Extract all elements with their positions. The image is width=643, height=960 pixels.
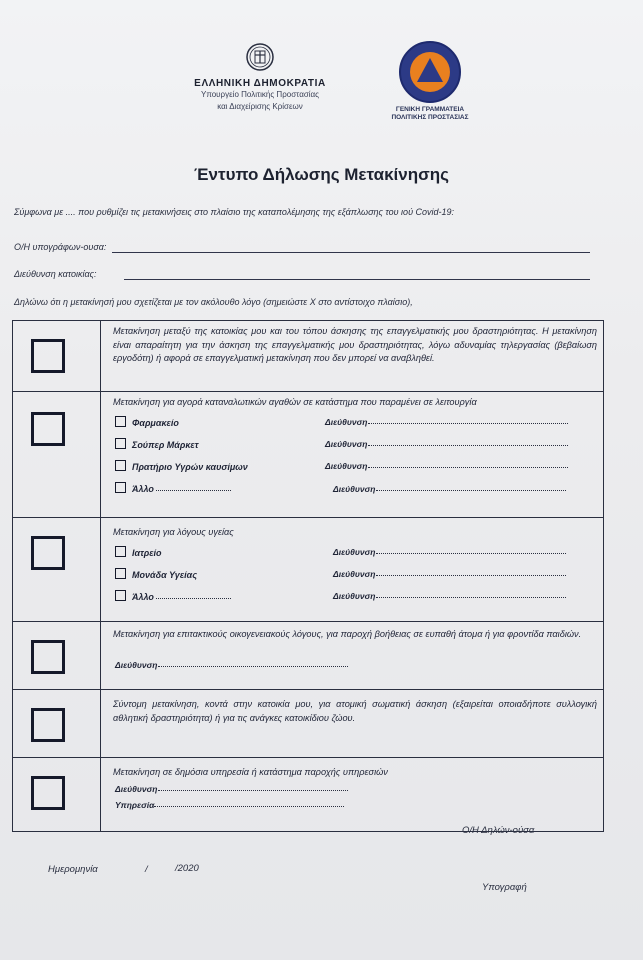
- signer-field[interactable]: [112, 252, 590, 253]
- option-supermarket-address[interactable]: Διεύθυνση: [325, 439, 568, 449]
- header-left: [160, 42, 360, 113]
- option-checkbox[interactable]: [115, 568, 126, 579]
- option-checkbox[interactable]: [115, 546, 126, 557]
- other-dotted-line[interactable]: [156, 598, 231, 599]
- address-field[interactable]: [124, 279, 590, 280]
- option-checkbox[interactable]: [115, 460, 126, 471]
- secretariat-line-2: ΠΟΛΙΤΙΚΗΣ ΠΡΟΣΤΑΣΙΑΣ: [391, 114, 469, 121]
- address-dotted-line[interactable]: [376, 575, 566, 576]
- reason-5-checkbox[interactable]: [31, 708, 65, 742]
- address-dotted-line[interactable]: [376, 490, 566, 491]
- address-label: Διεύθυνση κατοικίας:: [14, 269, 97, 279]
- header-right: [378, 40, 482, 122]
- reason-3-checkbox[interactable]: [31, 536, 65, 570]
- option-other[interactable]: Άλλο: [115, 482, 231, 494]
- reason-4-text: Μετακίνηση για επιτακτικούς οικογενειακούς λόγους, για παροχή βοήθειας σε ευπαθή άτομα ή για φροντίδα παιδιών.: [113, 629, 582, 639]
- republic-title: ΕΛΛΗΝΙΚΗ ΔΗΜΟΚΡΑΤΙΑ: [194, 78, 326, 89]
- other-dotted-line[interactable]: [156, 490, 231, 491]
- ministry-line-2: και Διαχείρισης Κρίσεων: [217, 102, 303, 111]
- option-pharmacy[interactable]: Φαρμακείο: [115, 416, 179, 428]
- date-separator: /: [145, 864, 148, 875]
- document-title: Έντυπο Δήλωσης Μετακίνησης: [194, 165, 449, 184]
- address-dotted-line[interactable]: [158, 790, 348, 791]
- option-fuel-station-address[interactable]: Διεύθυνση: [325, 461, 568, 471]
- option-health-other[interactable]: Άλλο: [115, 590, 231, 602]
- declaration-text: Δηλώνω ότι η μετακίνησή μου σχετίζεται με τον ακόλουθο λόγο (σημειώστε Χ στο αντίστοιχο πλαίσιο),: [14, 297, 413, 307]
- reason-row-6: [13, 757, 603, 832]
- reason-row-3: [13, 517, 603, 622]
- reason-2-checkbox[interactable]: [31, 412, 65, 446]
- option-doctor-address[interactable]: Διεύθυνση: [333, 547, 566, 557]
- reason-6-checkbox[interactable]: [31, 776, 65, 810]
- reason-row-2: [13, 391, 603, 518]
- reason-4-checkbox[interactable]: [31, 640, 65, 674]
- reason-2-text: Μετακίνηση για αγορά καταναλωτικών αγαθών σε κατάστημα που παραμένει σε λειτουργία: [113, 397, 477, 407]
- reason-6-address[interactable]: Διεύθυνση: [115, 784, 348, 794]
- option-doctor[interactable]: Ιατρείο: [115, 546, 162, 558]
- option-fuel-station[interactable]: Πρατήριο Υγρών καυσίμων: [115, 460, 248, 472]
- address-dotted-line[interactable]: [158, 666, 348, 667]
- signature-label: Υπογραφή: [482, 882, 527, 893]
- civil-protection-logo-icon: [398, 40, 462, 104]
- option-checkbox[interactable]: [115, 482, 126, 493]
- reason-6-text: Μετακίνηση σε δημόσια υπηρεσία ή κατάστημα παροχής υπηρεσιών: [113, 767, 388, 777]
- reason-5-text: Σύντομη μετακίνηση, κοντά στην κατοικία μου, για ατομική σωματική άσκηση (εξαιρείται οποιαδήποτε συλλογική αθλητική δραστηριότητα) ή για τις ανάγκες κατοικίδιου ζώου.: [113, 699, 597, 723]
- intro-text: Σύμφωνα με .... που ρυθμίζει τις μετακινήσεις στο πλαίσιο της καταπολέμησης της εξάπλωσης του ιού Covid-19:: [14, 207, 455, 217]
- reason-1-text: Μετακίνηση μεταξύ της κατοικίας μου και του τόπου άσκησης της επαγγελματικής μου δραστηριότητας. Η μετακίνηση είναι απαραίτητη για την άσκηση της επαγγελματικής μου δραστηριότητας, λόγω αδυναμίας τηλεργασίας (βεβαίωση εργοδότη) ή αφορά σε επαγγελματική μετακίνηση που δεν μπορεί να αναβληθεί.: [113, 326, 597, 363]
- option-health-unit[interactable]: Μονάδα Υγείας: [115, 568, 197, 580]
- reason-row-5: [13, 689, 603, 758]
- address-dotted-line[interactable]: [376, 553, 566, 554]
- option-health-other-address[interactable]: Διεύθυνση: [333, 591, 566, 601]
- date-year: /2020: [175, 863, 199, 874]
- ministry-line-1: Υπουργείο Πολιτικής Προστασίας: [200, 90, 320, 99]
- reason-3-text: Μετακίνηση για λόγους υγείας: [113, 527, 234, 537]
- address-dotted-line[interactable]: [368, 423, 568, 424]
- service-dotted-line[interactable]: [154, 806, 344, 807]
- reason-row-4: [13, 621, 603, 690]
- reason-1-checkbox[interactable]: [31, 339, 65, 373]
- secretariat-line-1: ΓΕΝΙΚΗ ΓΡΑΜΜΑΤΕΙΑ: [395, 106, 465, 113]
- reasons-table: [12, 320, 604, 832]
- date-label: Ημερομηνία: [48, 864, 98, 875]
- option-health-unit-address[interactable]: Διεύθυνση: [333, 569, 566, 579]
- option-pharmacy-address[interactable]: Διεύθυνση: [325, 417, 568, 427]
- option-checkbox[interactable]: [115, 590, 126, 601]
- address-dotted-line[interactable]: [368, 445, 568, 446]
- address-dotted-line[interactable]: [376, 597, 566, 598]
- option-checkbox[interactable]: [115, 438, 126, 449]
- greek-coat-of-arms-icon: [245, 42, 275, 72]
- address-dotted-line[interactable]: [368, 467, 568, 468]
- declarant-label: Ο/Η Δηλών-ούσα: [462, 825, 535, 836]
- option-checkbox[interactable]: [115, 416, 126, 427]
- reason-4-address[interactable]: Διεύθυνση: [115, 660, 348, 670]
- option-other-address[interactable]: Διεύθυνση: [333, 484, 566, 494]
- signer-label: Ο/Η υπογράφων-ουσα:: [14, 242, 107, 252]
- reason-6-service[interactable]: Υπηρεσία: [115, 800, 344, 810]
- reason-row-1: [13, 321, 603, 391]
- option-supermarket[interactable]: Σούπερ Μάρκετ: [115, 438, 198, 450]
